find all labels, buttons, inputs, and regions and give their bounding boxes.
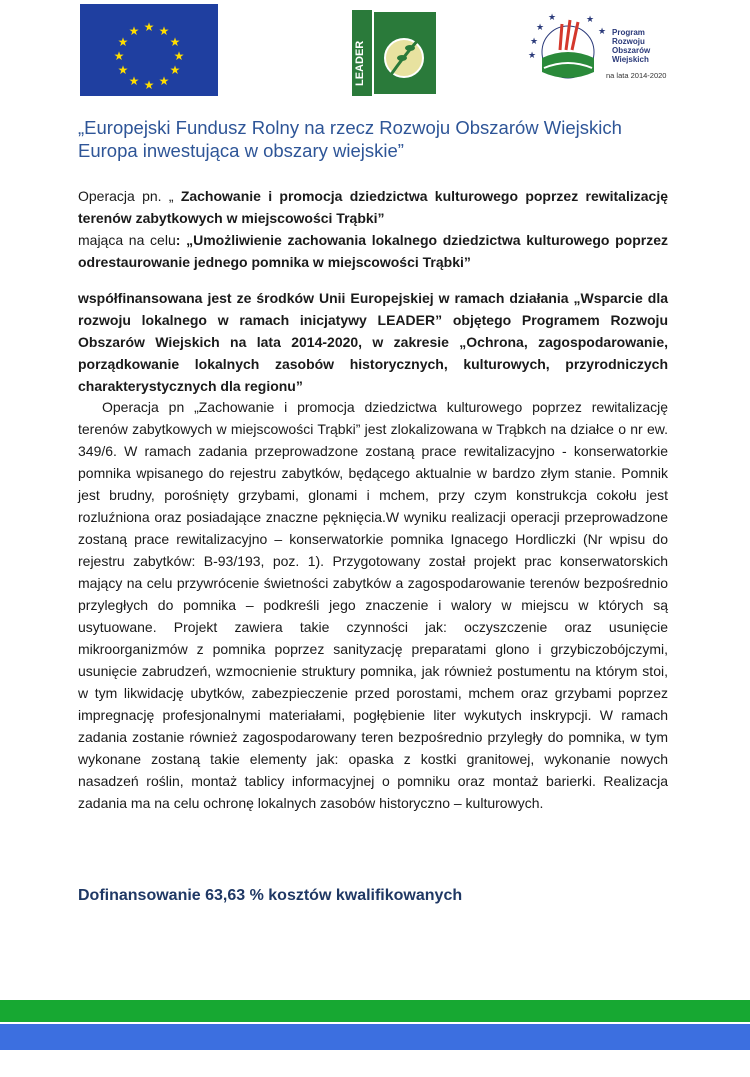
heading-line-2: Europa inwestująca w obszary wiejskie” <box>78 140 404 161</box>
svg-text:★: ★ <box>169 35 181 49</box>
description-paragraph: Operacja pn „Zachowanie i promocja dziedzictwa kulturowego poprzez rewitalizację terenów zabytkowych w miejscowości Trąbki” jest zlokalizowana w Trąbkch na działce o nr ew. 349/6. W ramach zadania przeprowadzone zostaną prace rewitalizacyjno - konserwatorkie pomnika wpisanego do rejestru zabytków, będącego aktualnie w bardzo złym stanie. Pomnik jest brudny, porośnięty grzybami, glonami i mchem, przy czym konstrukcja cokołu jest rozluźniona oraz posiadające znaczne pęknięcia.W wyniku realizacji operacji przeprowadzone zostaną prace rewitalizacyjno – konserwatorkie pomnika Ignacego Hordliczki (Nr wpisu do rejestru zabytków: B-93/193, poz. 1). Przygotowany został projekt prac konserwatorskich mający na celu przywrócenie świetności zabytków a zagospodarowanie terenów bezpośrednio przyległych do pomnika – podkreśli jego znaczenie i walory w miejscu w których są usytuowane. Projekt zawiera takie czynności jak: oczyszczenie oraz usunięcie mikroorganizmów z pomnika poprzez sanityzację preparatami glono i grzybiczobójczymi, usunięcie zabrudzeń, wzmocnienie struktury pomnika, jak również postumentu na którym stoi, w tym likwidację ubytków, zabezpieczenie przed porostami, mchem oraz grzybami poprzez impregnację profesjonalnymi materiałami, pogłębienie liter wykutych inskrypcji. W ramach zadania zostanie również zagospodarowany teren bezpośrednio przyległy do pomnika, w tym wykonane zostaną takie elementy jak: opaska z kostki granitowej, wykonanie nowych nasadzeń roślin, montaż tablicy informacyjnej o pomniku oraz montaż barierki. Realizacja zadania ma na celu ochronę lokalnych zasobów historyczno – kulturowych. <box>78 399 668 811</box>
svg-text:★: ★ <box>128 24 140 38</box>
svg-text:★: ★ <box>536 23 545 33</box>
prow-line: Wiejskich <box>612 55 649 64</box>
svg-text:★: ★ <box>528 51 537 61</box>
prow-years: na lata 2014-2020 <box>606 71 667 80</box>
svg-text:★: ★ <box>173 49 185 63</box>
operation-goal: : „Umożliwienie zachowania lokalnego dziedzictwa kulturowego poprzez odrestaurowanie jednego pomnika w miejscowości Trąbki” <box>78 232 668 270</box>
svg-text:★: ★ <box>530 37 539 47</box>
operation-prefix: Operacja pn. „ <box>78 188 181 204</box>
leader-label: LEADER <box>354 40 366 86</box>
svg-text:★: ★ <box>117 63 129 77</box>
svg-text:★: ★ <box>113 49 125 63</box>
svg-text:★: ★ <box>143 20 155 34</box>
svg-text:★: ★ <box>128 74 140 88</box>
leader-logo <box>352 10 438 96</box>
heading-line-1: „Europejski Fundusz Rolny na rzecz Rozwoju Obszarów Wiejskich <box>78 117 622 138</box>
prow-line: Program <box>612 28 645 37</box>
prow-line: Obszarów <box>612 46 651 55</box>
svg-text:★: ★ <box>143 78 155 92</box>
operation-name: Zachowanie i promocja dziedzictwa kulturowego poprzez rewitalizację terenów zabytkowych w miejscowości Trąbki” <box>78 188 668 226</box>
svg-text:★: ★ <box>169 63 181 77</box>
cofunding-note: Dofinansowanie 63,63 % kosztów kwalifikowanych <box>78 887 463 904</box>
footer-stripe-blue <box>0 1024 750 1050</box>
operation-paragraph <box>78 185 668 273</box>
prow-line: Rozwoju <box>612 37 645 46</box>
svg-text:★: ★ <box>598 27 607 37</box>
footer-stripe-green <box>0 1000 750 1022</box>
svg-text:★: ★ <box>158 24 170 38</box>
logo-bar <box>0 0 750 100</box>
svg-text:★: ★ <box>548 13 557 23</box>
page-heading <box>78 116 678 162</box>
cofinancing-paragraph: współfinansowana jest ze środków Unii Europejskiej w ramach działania „Wsparcie dla rozwoju lokalnego w ramach inicjatywy LEADER” objętego Programem Rozwoju Obszarów Wiejskich na lata 2014-2020, w zakresie „Ochrona, zagospodarowanie, porządkowanie lokalnych zasobów historycznych, kulturowych, przyrodniczych charakterystycznych dla regionu” <box>78 290 668 394</box>
goal-prefix: mająca na celu <box>78 232 176 248</box>
svg-text:★: ★ <box>586 15 595 25</box>
eu-flag-icon <box>80 4 218 96</box>
svg-text:★: ★ <box>158 74 170 88</box>
svg-text:★: ★ <box>117 35 129 49</box>
prow-logo-text <box>612 28 650 64</box>
